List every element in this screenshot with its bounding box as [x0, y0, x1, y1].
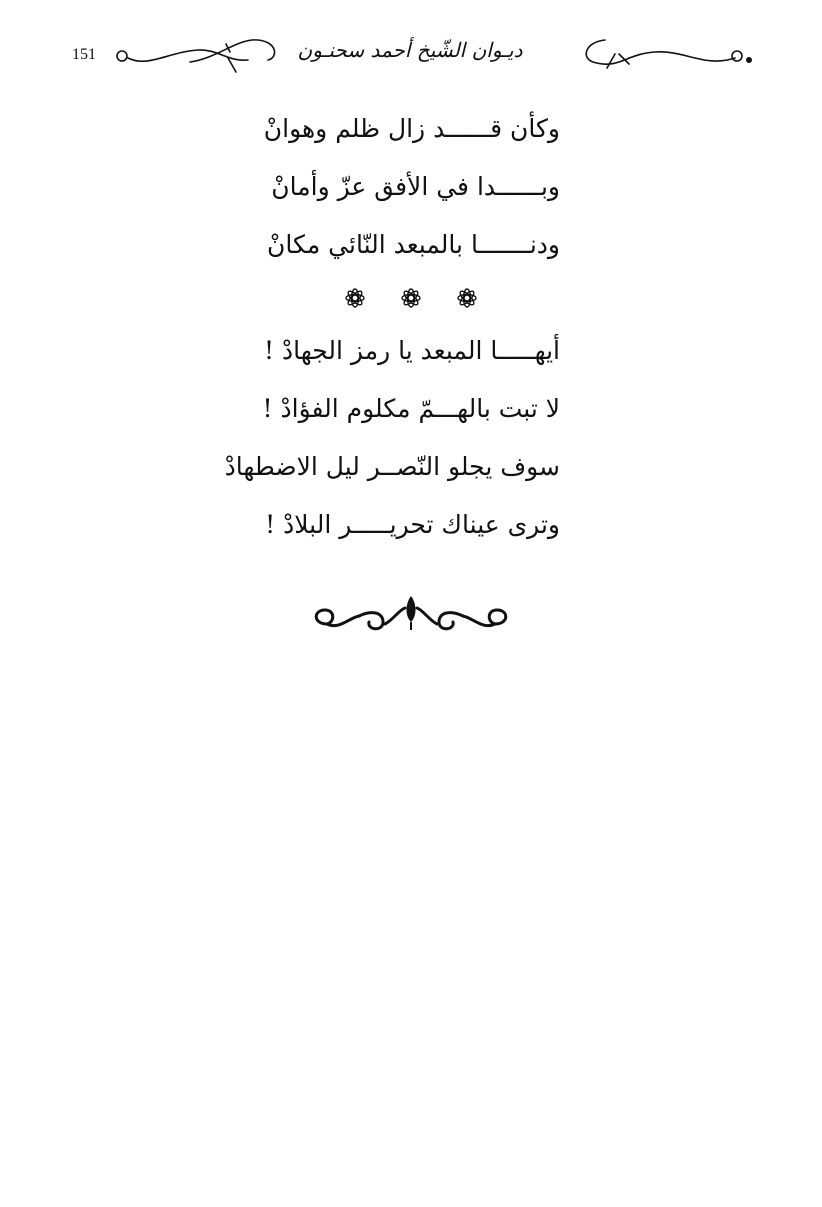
verse-line: وبــــــدا في الأفق عزّ وأمانْ	[271, 172, 560, 201]
stanza-1	[250, 100, 560, 274]
running-header-title: ديـوان الشّيخ أحمد سحنـون	[297, 38, 523, 62]
rosette-icon	[342, 285, 368, 311]
header-right-flourish-icon	[575, 28, 755, 88]
rosette-icon	[454, 285, 480, 311]
verse-line: وترى عيناك تحريـــــر البلادْ !	[265, 510, 560, 539]
verse-line: سوف يجلو النّصــر ليل الاضطهادْ	[224, 452, 560, 481]
fleuron-tailpiece-icon	[305, 590, 517, 650]
stanza-2	[224, 322, 560, 554]
verse-line: ودنـــــــا بالمبعد النّائي مكانْ	[267, 230, 560, 259]
stanza-separator	[0, 274, 822, 322]
rosette-icon	[398, 285, 424, 311]
verse-line: أيهـــــا المبعد يا رمز الجهادْ !	[264, 336, 560, 365]
verse-line: وكأن قــــــد زال ظلم وهوانْ	[263, 114, 560, 143]
poem-body	[0, 100, 822, 554]
verse-line: لا تبت بالهـــمّ مكلوم الفؤادْ !	[262, 394, 560, 423]
page-header	[60, 28, 760, 88]
page-number: 151	[72, 46, 96, 63]
